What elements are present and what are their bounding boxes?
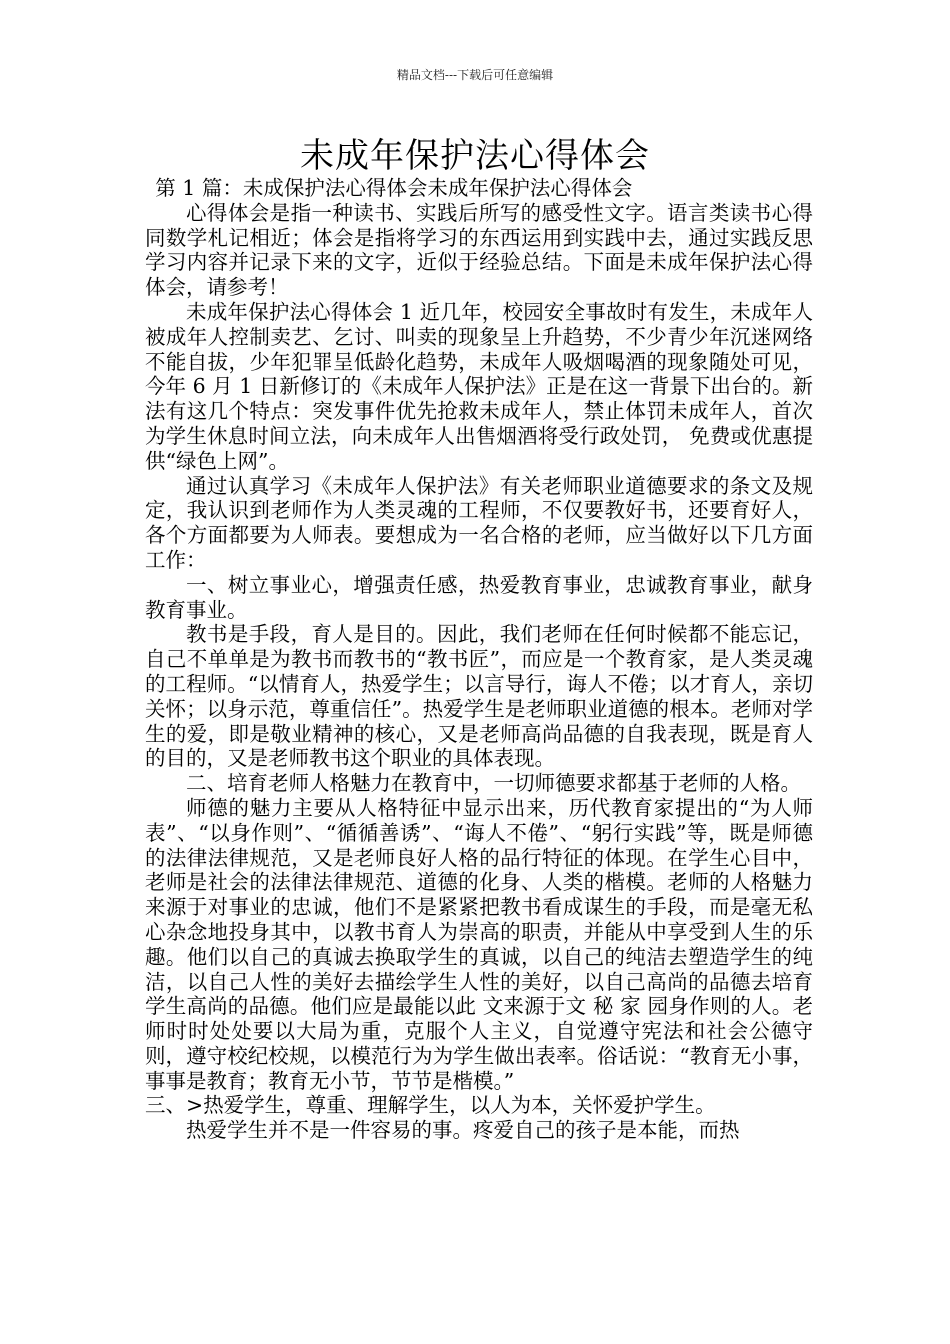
- body-paragraph: 热爱学生并不是一件容易的事。疼爱自己的孩子是本能，而热: [186, 1118, 740, 1143]
- point-heading: 三、>热爱学生，尊重、理解学生，以人为本，关怀爱护学生。: [145, 1093, 716, 1118]
- body-paragraph: 心得体会是指一种读书、实践后所写的感受性文字。语言类读书心得同数学札记相近；体会是指将学习的东西运用到实践中去，通过实践反思学习内容并记录下来的文字，近似于经验总结。下面是未成年保护法心得体会，请参考！: [145, 200, 813, 300]
- body-paragraph: 教书是手段，育人是目的。因此，我们老师在任何时候都不能忘记，自己不单单是为教书而教书的“教书匠”，而应是一个教育家，是人类灵魂的工程师。“以情育人，热爱学生；以言导行，诲人不倦；以才育人，亲切关怀；以身示范，尊重信任”。热爱学生是老师职业道德的根本。老师对学生的爱，即是敬业精神的核心，又是老师高尚品德的自我表现，既是育人的目的，又是老师教书这个职业的具体表现。: [145, 622, 813, 771]
- body-paragraph: 未成年保护法心得体会 1 近几年，校园安全事故时有发生，未成年人被成年人控制卖艺、乞讨、叫卖的现象呈上升趋势，不少青少年沉迷网络不能自拔，少年犯罪呈低龄化趋势，未成年人吸烟喝酒的现象随处可见，今年 6 月 1 日新修订的《未成年人保护法》正是在这一背景下出台的。新法有这几个特点：突发事件优先抢救未成年人，禁止体罚未成年人，首次为学生休息时间立法，向未成年人出售烟酒将受行政处罚， 免费或优惠提供“绿色上网”。: [145, 299, 813, 473]
- section-heading: 第 1 篇：未成保护法心得体会未成年保护法心得体会: [155, 176, 633, 200]
- document-title: 未成年保护法心得体会: [300, 136, 650, 176]
- point-heading: 一、树立事业心，增强责任感，热爱教育事业，忠诚教育事业，献身教育事业。: [145, 572, 813, 622]
- body-paragraph: 通过认真学习《未成年人保护法》有关老师职业道德要求的条文及规定，我认识到老师作为人类灵魂的工程师，不仅要教好书，还要育好人，各个方面都要为人师表。要想成为一名合格的老师，应当做好以下几方面工作：: [145, 473, 813, 572]
- document-body: [145, 176, 813, 1143]
- header-note: 精品文档---下载后可任意编辑: [396, 68, 554, 82]
- body-paragraph: 师德的魅力主要从人格特征中显示出来，历代教育家提出的“为人师表”、“以身作则”、“循循善诱”、“诲人不倦”、“躬行实践”等，既是师德的法律法律规范，又是老师良好人格的品行特征的体现。在学生心目中，老师是社会的法律法律规范、道德的化身、人类的楷模。老师的人格魅力来源于对事业的忠诚，他们不是紧紧把教书看成谋生的手段，而是毫无私心杂念地投身其中，以教书育人为崇高的职责，并能从中享受到人生的乐趣。他们以自己的真诚去换取学生的真诚，以自己的纯洁去塑造学生的纯洁，以自己人性的美好去描绘学生人性的美好，以自己高尚的品德去培育学生高尚的品德。他们应是最能以此 文来源于文 秘 家 园身作则的人。老师时时处处要以大局为重，克服个人主义，自觉遵守宪法和社会公德守则，遵守校纪校规，以模范行为为学生做出表率。俗话说：“教育无小事，事事是教育；教育无小节，节节是楷模。”: [145, 795, 813, 1093]
- point-heading: 二、培育老师人格魅力在教育中，一切师德要求都基于老师的人格。: [186, 771, 801, 796]
